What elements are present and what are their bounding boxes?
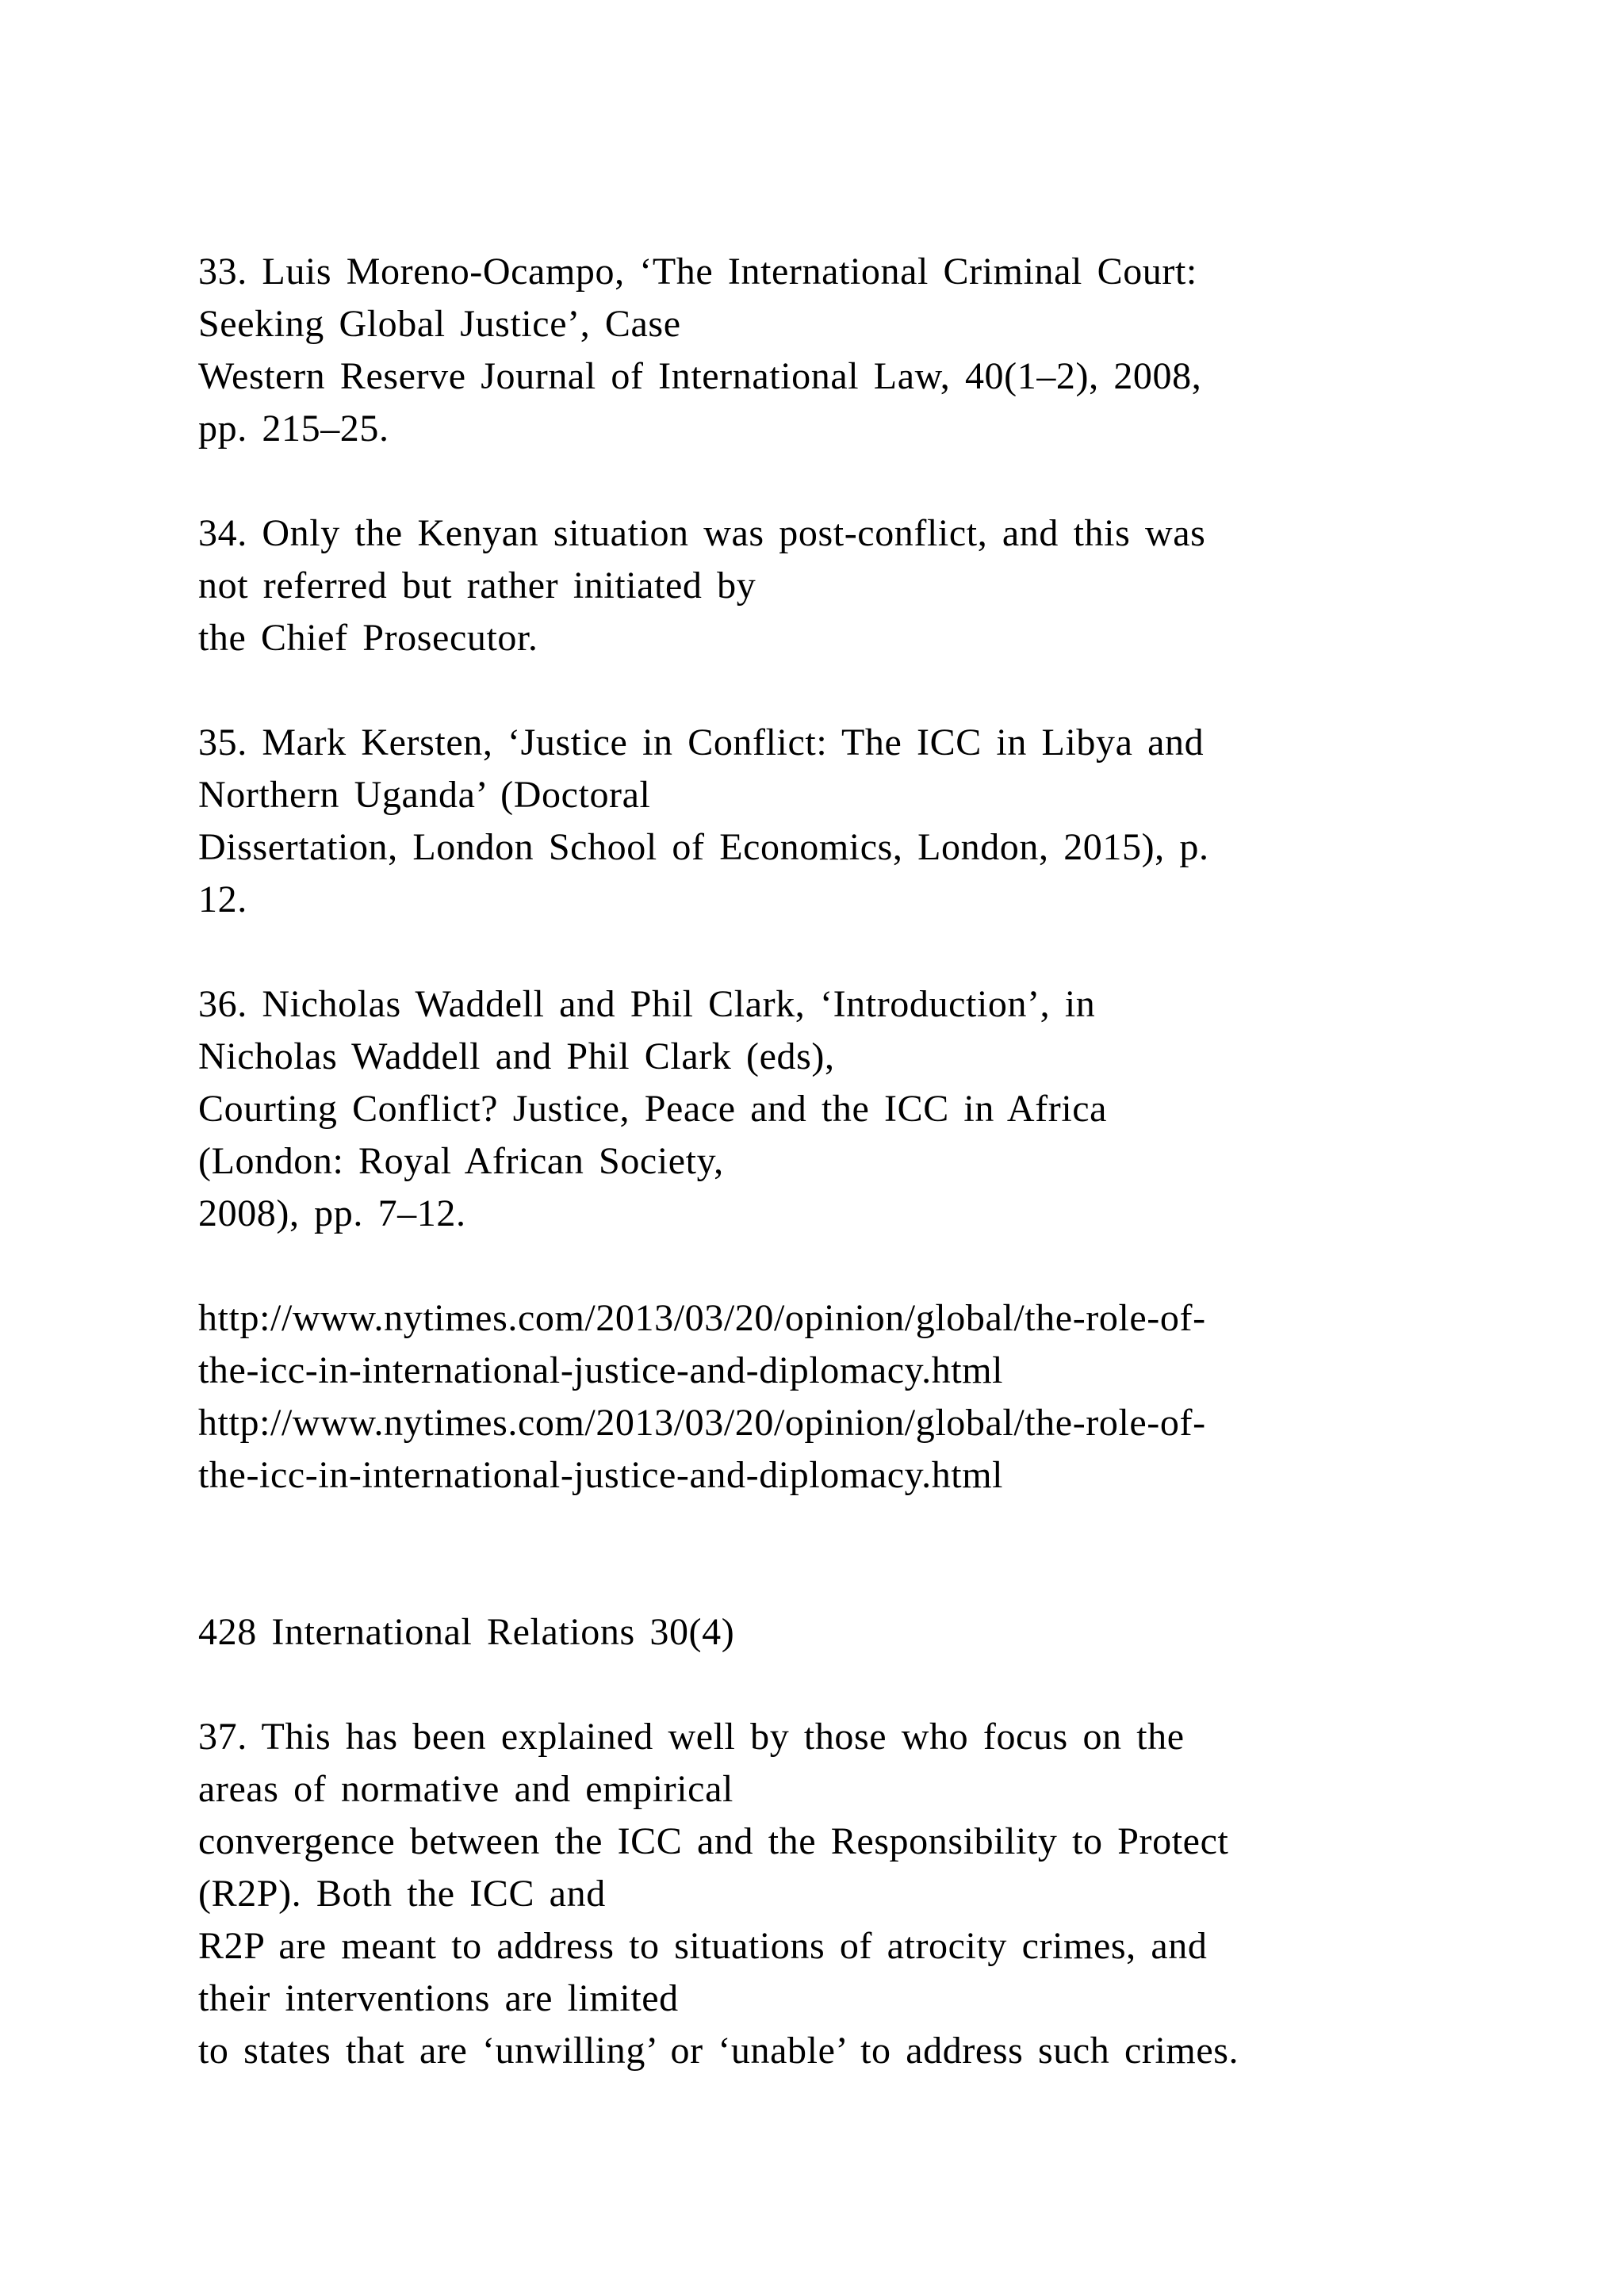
url-text: http://www.nytimes.com/2013/03/20/opinion/global/the-role-of- <box>198 1297 1206 1339</box>
text-line: pp. 215–25. <box>198 408 389 450</box>
text-line: 33. Luis Moreno-Ocampo, ‘The International Criminal Court: <box>198 251 1197 293</box>
footnote-33 <box>198 246 1435 455</box>
text-line: 37. This has been explained well by those who focus on the <box>198 1716 1185 1758</box>
text-line: R2P are meant to address to situations of atrocity crimes, and <box>198 1925 1208 1967</box>
text-line: Northern Uganda’ (Doctoral <box>198 774 651 816</box>
text-line: areas of normative and empirical <box>198 1768 733 1810</box>
text-line: (R2P). Both the ICC and <box>198 1873 606 1915</box>
paragraph-gap <box>198 455 1435 507</box>
section-gap <box>198 1502 1435 1606</box>
footnote-35 <box>198 717 1435 926</box>
text-line: Western Reserve Journal of International Law, 40(1–2), 2008, <box>198 355 1202 397</box>
text-line: convergence between the ICC and the Responsibility to Protect <box>198 1820 1229 1862</box>
paragraph-gap <box>198 1659 1435 1711</box>
text-line: Seeking Global Justice’, Case <box>198 303 681 345</box>
url-text: http://www.nytimes.com/2013/03/20/opinion/global/the-role-of- <box>198 1402 1206 1444</box>
text-line: to states that are ‘unwilling’ or ‘unable’ to address such crimes. <box>198 2030 1239 2072</box>
text-line: the Chief Prosecutor. <box>198 617 538 659</box>
running-header: 428 International Relations 30(4) <box>198 1611 735 1653</box>
url-text: the-icc-in-international-justice-and-diplomacy.html <box>198 1349 1004 1391</box>
paragraph-gap <box>198 1240 1435 1292</box>
text-line: Nicholas Waddell and Phil Clark (eds), <box>198 1035 835 1077</box>
text-line: 36. Nicholas Waddell and Phil Clark, ‘Introduction’, in <box>198 983 1096 1025</box>
paragraph-gap <box>198 926 1435 978</box>
url-references <box>198 1292 1435 1502</box>
text-line: 34. Only the Kenyan situation was post-conflict, and this was <box>198 512 1206 554</box>
text-line: 12. <box>198 878 247 920</box>
text-line: (London: Royal African Society, <box>198 1140 724 1182</box>
text-line: Dissertation, London School of Economics, London, 2015), p. <box>198 826 1209 868</box>
text-line: not referred but rather initiated by <box>198 564 756 607</box>
text-line: 2008), pp. 7–12. <box>198 1192 466 1234</box>
text-line: Courting Conflict? Justice, Peace and the ICC in Africa <box>198 1088 1108 1130</box>
footnote-36 <box>198 978 1435 1240</box>
paragraph-gap <box>198 664 1435 717</box>
footnote-37 <box>198 1711 1435 2077</box>
footnote-34 <box>198 507 1435 664</box>
url-text: the-icc-in-international-justice-and-diplomacy.html <box>198 1454 1004 1496</box>
text-line: their interventions are limited <box>198 1977 679 2019</box>
page-text <box>198 246 1435 2077</box>
text-line: 35. Mark Kersten, ‘Justice in Conflict: The ICC in Libya and <box>198 721 1205 763</box>
